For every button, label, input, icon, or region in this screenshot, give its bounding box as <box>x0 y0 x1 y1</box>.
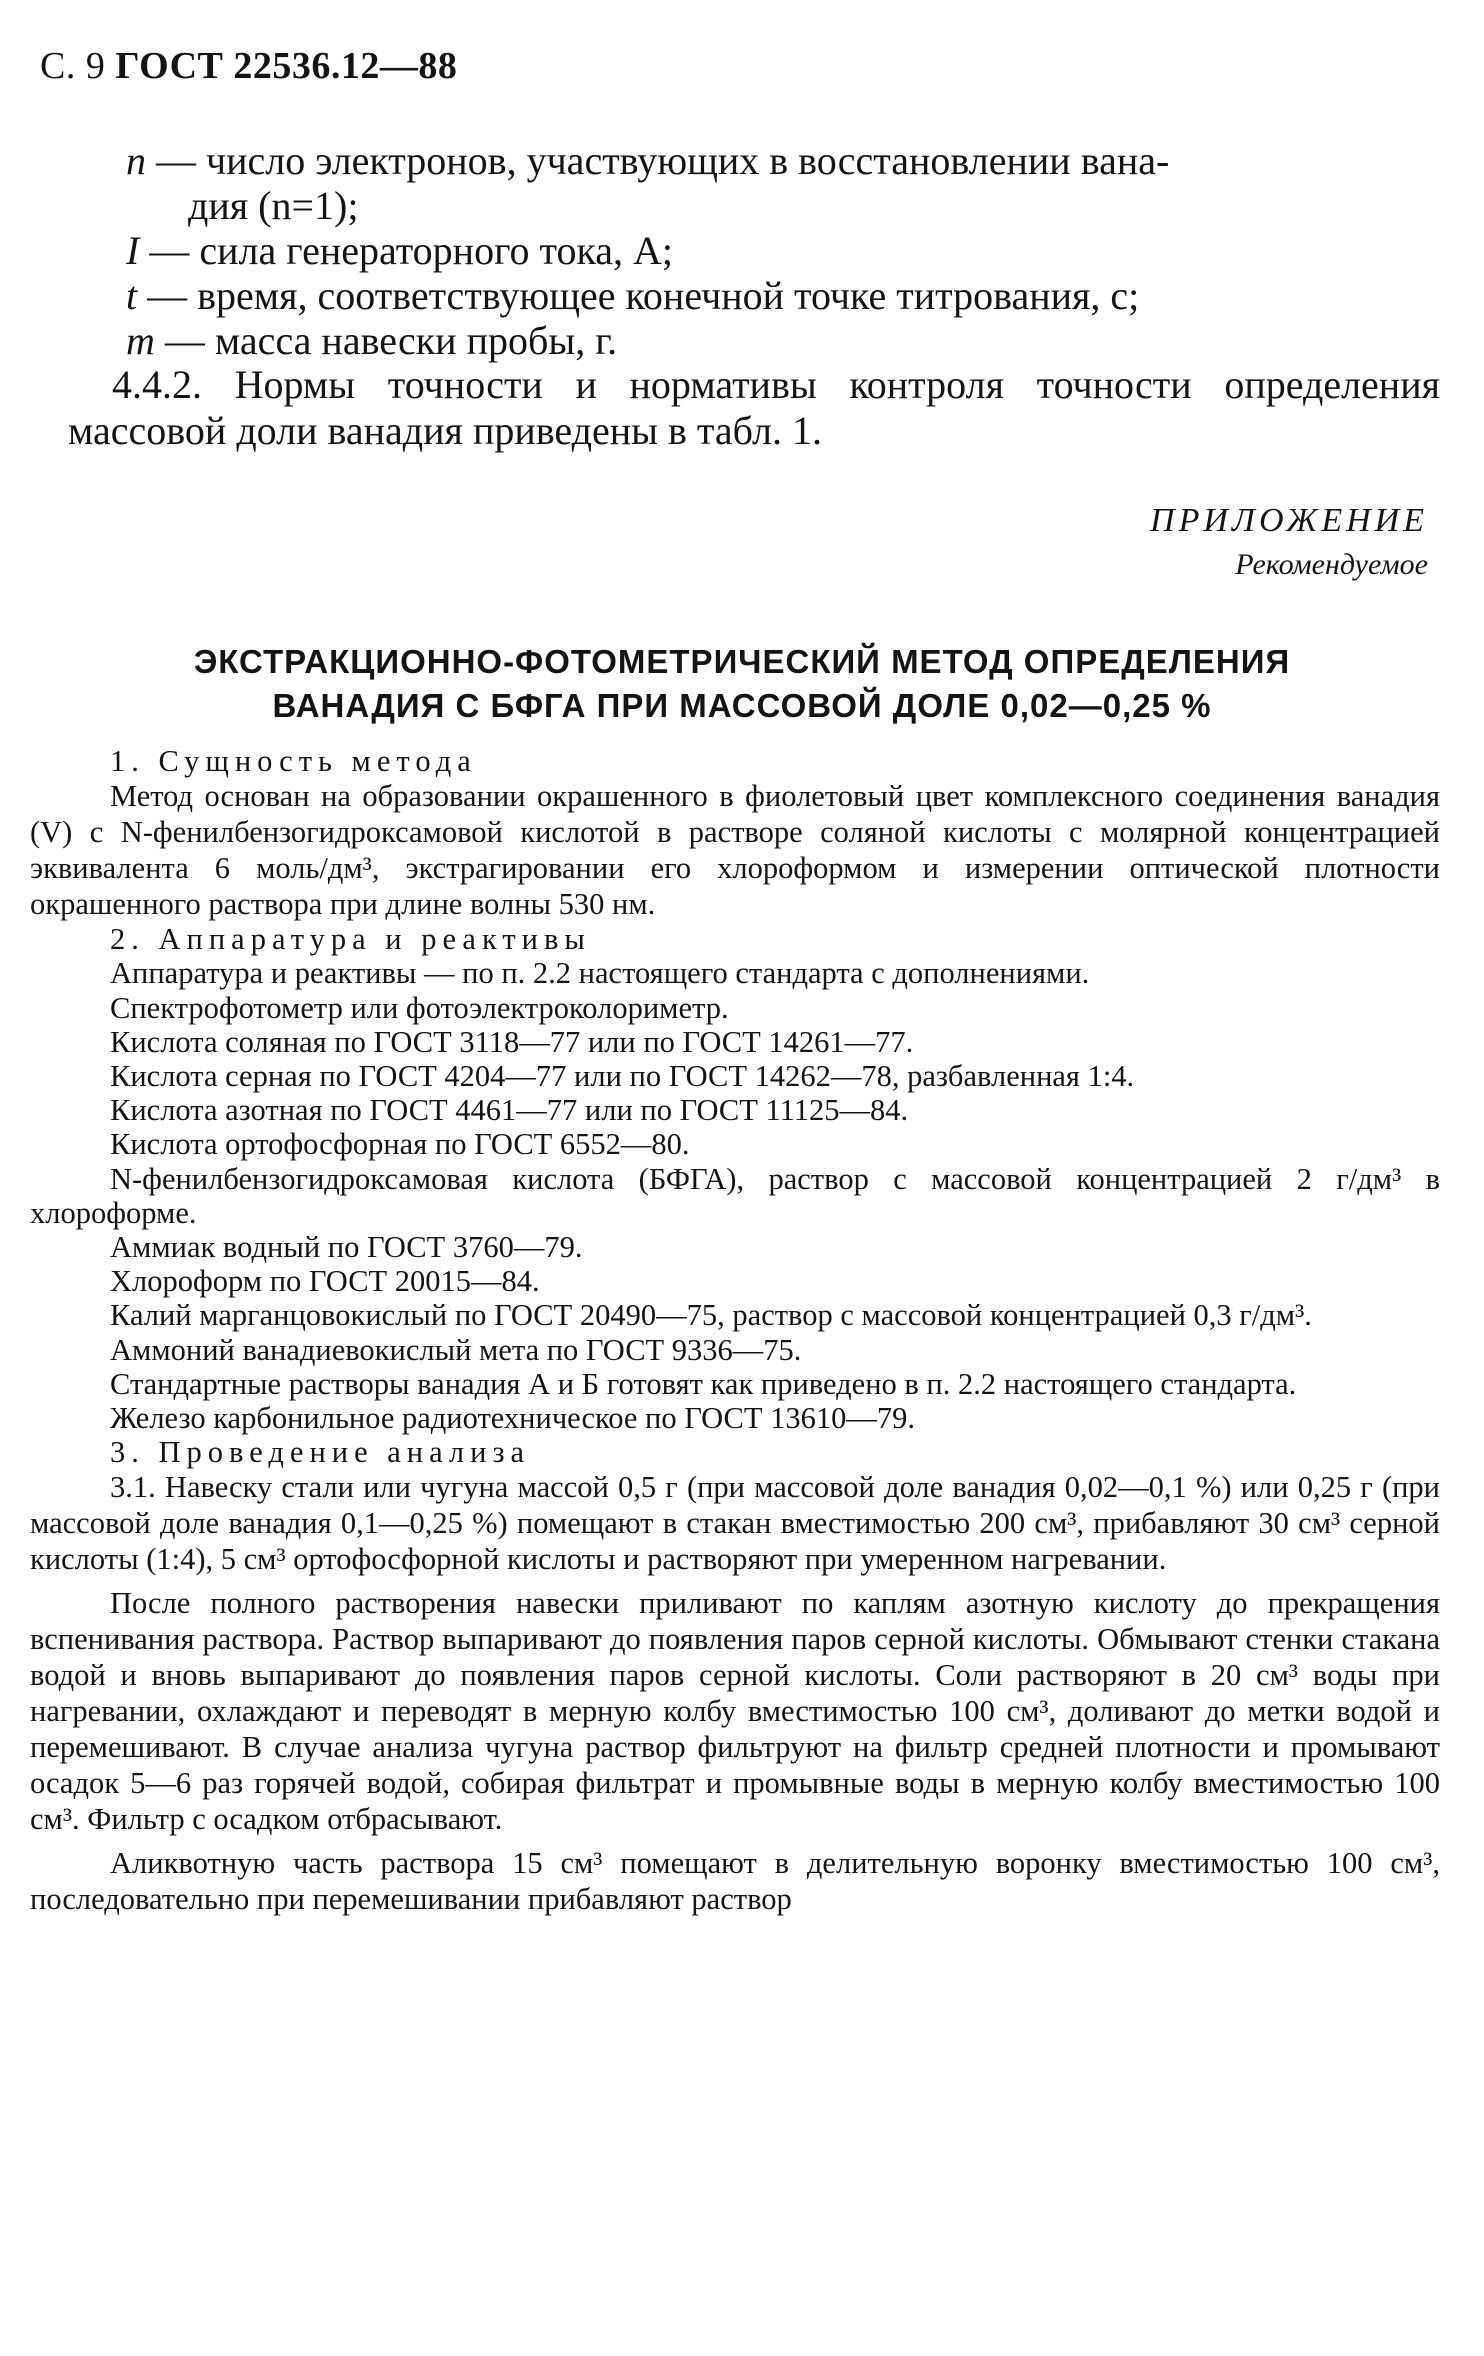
section-title-line-2: ВАНАДИЯ С БФГА ПРИ МАССОВОЙ ДОЛЕ 0,02—0,25 % <box>272 687 1212 724</box>
reagent-item: Кислота ортофосфорная по ГОСТ 6552—80. <box>110 1127 690 1162</box>
paragraph: Аппаратура и реактивы — по п. 2.2 настоящего стандарта с дополнениями. <box>110 956 1090 991</box>
paragraph: После полного растворения навески приливают по каплям азотную кислоту до прекращения вспенивания раствора. Раствор выпаривают до появления паров серной кислоты. Обмывают стенки стакана водой и вновь выпаривают до появления паров серной кислоты. Соли растворяют в 20 см³ воды при нагревании, охлаждают и переводят в мерную колбу вместимостью 100 см³, доливают до метки водой и перемешивают. В случае анализа чугуна раствор фильтруют на фильтр средней плотности и промывают осадок 5—6 раз горячей водой, собирая фильтрат и промывные воды в мерную колбу вместимостью 100 см³. Фильтр с осадком отбрасывают. <box>30 1586 1440 1837</box>
paragraph: Метод основан на образовании окрашенного в фиолетовый цвет комплексного соединения ванадия (V) с N-фенилбензогидроксамовой кислотой в растворе соляной кислоты с молярной концентрацией эквивалента 6 моль/дм³, экстрагировании его хлороформом и измерении оптической плотности окрашенного раствора при длине волны 530 нм. <box>30 779 1440 922</box>
heading-apparatus: 2. Аппаратура и реактивы <box>110 922 591 957</box>
reagent-item: Хлороформ по ГОСТ 20015—84. <box>110 1264 540 1299</box>
reagent-item: N-фенилбензогидроксамовая кислота (БФГА), раствор с массовой концентрацией 2 г/дм³ в хлороформе. <box>30 1161 1440 1230</box>
reagent-item: Железо карбонильное радиотехническое по ГОСТ 13610—79. <box>110 1401 915 1436</box>
paragraph-3-1: 3.1. Навеску стали или чугуна массой 0,5 г (при массовой доле ванадия 0,02—0,1 %) или 0,25 г (при массовой доле ванадия 0,1—0,25 %) помещают в стакан вместимостью 200 см³, прибавляют 30 см³ серной кислоты (1:4), 5 см³ ортофосфорной кислоты и растворяют при умеренном нагревании. <box>30 1470 1440 1577</box>
heading-essence: 1. Сущность метода <box>110 744 477 778</box>
paragraph: Аликвотную часть раствора 15 см³ помещают в делительную воронку вместимостью 100 см³, последовательно при перемешивании прибавляют раствор <box>30 1846 1440 1917</box>
variable-definitions <box>128 138 1440 363</box>
reagent-item: Кислота азотная по ГОСТ 4461—77 или по ГОСТ 11125—84. <box>110 1093 909 1128</box>
reagent-item: Калий марганцовокислый по ГОСТ 20490—75, раствор с массовой концентрацией 0,3 г/дм³. <box>110 1298 1312 1333</box>
reagent-item: Спектрофотометр или фотоэлектроколориметр. <box>110 990 729 1025</box>
appendix-body <box>30 744 1440 1917</box>
section-title <box>60 640 1424 728</box>
page-number: С. 9 <box>40 45 106 87</box>
doc-code: ГОСТ 22536.12—88 <box>115 45 458 87</box>
reagent-item: Кислота серная по ГОСТ 4204—77 или по ГОСТ 14262—78, разбавленная 1:4. <box>110 1059 1135 1094</box>
appendix-subtitle: Рекомендуемое <box>1235 548 1428 581</box>
reagent-item: Аммиак водный по ГОСТ 3760—79. <box>110 1230 583 1265</box>
reagent-item: Стандартные растворы ванадия А и Б готовят как приведено в п. 2.2 настоящего стандарта. <box>110 1366 1297 1401</box>
definition-I: I — сила генераторного тока, А; <box>126 228 674 273</box>
definition-t: t — время, соответствующее конечной точке титрования, с; <box>126 273 1140 318</box>
heading-procedure: 3. Проведение анализа <box>110 1435 531 1470</box>
reagent-item: Кислота соляная по ГОСТ 3118—77 или по ГОСТ 14261—77. <box>110 1024 914 1059</box>
definition-n-continuation: дия (n=1); <box>188 183 359 228</box>
definition-n: n — число электронов, участвующих в восстановлении вана- <box>126 138 1170 183</box>
definition-m: m — масса навески пробы, г. <box>126 318 618 363</box>
section-title-line-1: ЭКСТРАКЦИОННО-ФОТОМЕТРИЧЕСКИЙ МЕТОД ОПРЕДЕЛЕНИЯ <box>193 643 1291 680</box>
reagent-item: Аммоний ванадиевокислый мета по ГОСТ 9336—75. <box>110 1332 802 1367</box>
appendix-title: ПРИЛОЖЕНИЕ <box>1150 502 1428 539</box>
page-header <box>40 44 457 88</box>
appendix-label <box>1150 502 1428 582</box>
paragraph-4-4-2: 4.4.2. Нормы точности и нормативы контроля точности определения массовой доли ванадия приведены в табл. 1. <box>68 362 1440 453</box>
